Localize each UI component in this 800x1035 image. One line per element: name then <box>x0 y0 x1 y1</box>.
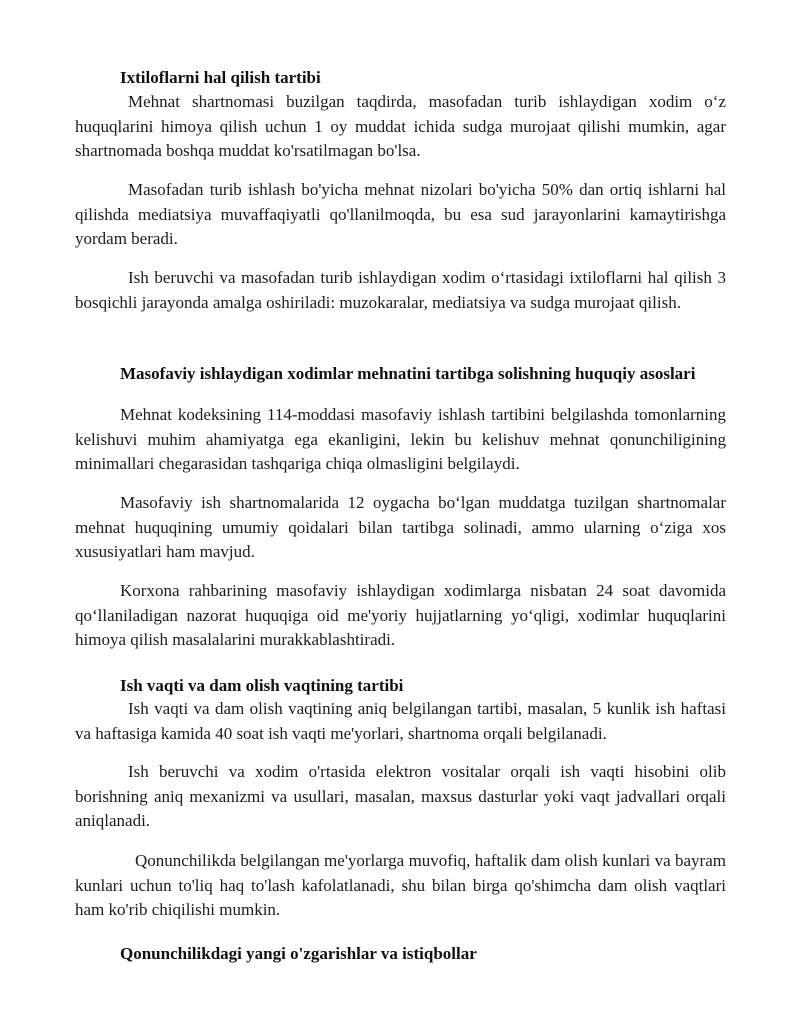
paragraph: Ish beruvchi va masofadan turib ishlaydigan xodim o‘rtasidagi ixtiloflarni hal qilish 3 bosqichli jarayonda amalga oshiriladi: muzokaralar, mediatsiya va sudga murojaat qilish. <box>75 268 726 312</box>
paragraph: Korxona rahbarining masofaviy ishlaydigan xodimlarga nisbatan 24 soat davomida qo‘llaniladigan nazorat huquqiga oid me'yoriy hujjatlarning yo‘qligi, xodimlar huquqlarini himoya qilish masalalarini murakkablashtiradi. <box>75 581 726 649</box>
paragraph: Ish beruvchi va xodim o'rtasida elektron vositalar orqali ish vaqti hisobini olib borishning aniq mexanizmi va usullari, masalan, maxsus dasturlar yoki vaqt jadvallari orqali aniqlanadi. <box>75 762 726 830</box>
paragraph: Mehnat shartnomasi buzilgan taqdirda, masofadan turib ishlaydigan xodim o‘z huquqlarini himoya qilish uchun 1 oy muddat ichida sudga murojaat qilishi mumkin, agar shartnomada boshqa muddat ko'rsatilmagan bo'lsa. <box>75 92 726 160</box>
paragraph: Masofadan turib ishlash bo'yicha mehnat nizolari bo'yicha 50% dan ortiq ishlarni hal qilishda mediatsiya muvaffaqiyatli qo'llanilmoqda, bu esa sud jarayonlarini kamaytirishga yordam beradi. <box>75 180 726 248</box>
section-heading: Ixtiloflarni hal qilish tartibi <box>120 68 321 87</box>
paragraph: Qonunchilikda belgilangan me'yorlarga muvofiq, haftalik dam olish kunlari va bayram kunlari uchun to'liq haq to'lash kafolatlanadi, shu bilan birga qo'shimcha dam olish vaqtlari ham ko'rib chiqilishi mumkin. <box>75 851 726 919</box>
section-heading: Masofaviy ishlaydigan xodimlar mehnatini tartibga solishning huquqiy asoslari <box>120 364 696 383</box>
paragraph: Masofaviy ish shartnomalarida 12 oygacha bo‘lgan muddatga tuzilgan shartnomalar mehnat huquqining umumiy qoidalari bilan tartibga solinadi, ammo ularning o‘ziga xos xususiyatlari ham mavjud. <box>75 493 726 561</box>
paragraph: Mehnat kodeksining 114-moddasi masofaviy ishlash tartibini belgilashda tomonlarning kelishuvi muhim ahamiyatga ega ekanligini, lekin bu kelishuv mehnat qonunchiligining minimallari chegarasidan tashqariga chiqa olmasligini belgilaydi. <box>75 405 726 473</box>
section-heading: Qonunchilikdagi yangi o'zgarishlar va istiqbollar <box>120 944 477 963</box>
paragraph: Ish vaqti va dam olish vaqtining aniq belgilangan tartibi, masalan, 5 kunlik ish haftasi va haftasiga kamida 40 soat ish vaqti me'yorlari, shartnoma orqali belgilanadi. <box>75 699 726 743</box>
section-heading: Ish vaqti va dam olish vaqtining tartibi <box>120 676 404 695</box>
